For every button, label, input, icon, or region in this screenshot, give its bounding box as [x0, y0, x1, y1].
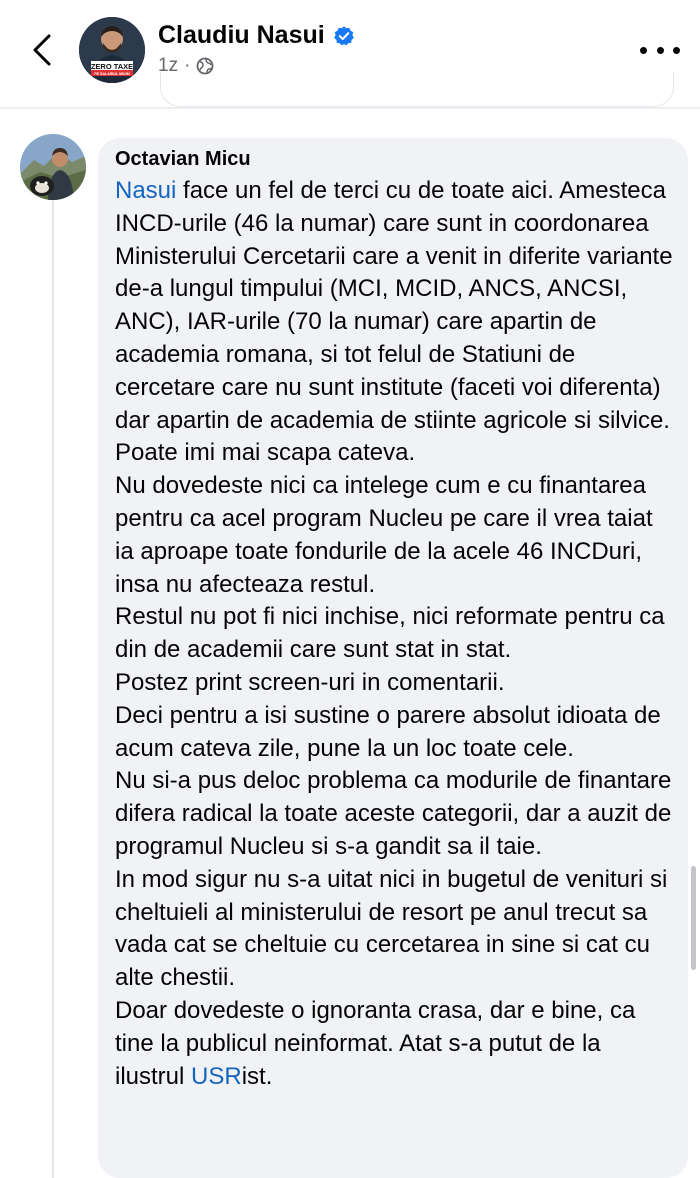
comment-paragraph: Nasui face un fel de terci cu de toate aici. Amesteca INCD-urile (46 la numar) care sunt in coordonarea Ministerului Cercetarii care a venit in diferite variante de-a lungul timpului (MCI, MCID, ANCS, ANCSI, ANC), IAR-urile (70 la numar) care apartin de academia romana, si tot felul de Statiuni de cercetare care nu sunt institute (faceti voi diferenta) dar apartin de academia de stiinte agricole si silvice. Poate imi mai scapa cateva. — [115, 177, 673, 467]
comment-paragraph: Nu dovedeste nici ca intelege cum e cu finantarea pentru ca acel program Nucleu pe care il vrea taiat ia aproape toate fondurile de la acele 46 INCDuri, insa nu afecteaza restul. — [115, 472, 653, 598]
thread-line — [52, 200, 54, 1178]
back-button[interactable] — [22, 28, 62, 72]
avatar-badge-line2: PE SALARIUL MINIM — [94, 72, 130, 76]
chevron-left-icon — [32, 33, 52, 67]
avatar-badge-line1: ZERO TAXE — [90, 62, 134, 71]
comment-paragraph: Doar dovedeste o ignoranta crasa, dar e bine, ca tine la publicul neinformat. Atat s-a putut de la ilustrul USRist. — [115, 996, 636, 1090]
page-name-row — [158, 21, 355, 50]
comment-author[interactable]: Octavian Micu — [115, 148, 251, 170]
previous-comment-box-edge — [160, 72, 674, 107]
page-name[interactable]: Claudiu Nasui — [158, 21, 325, 49]
page-avatar[interactable] — [79, 17, 145, 83]
verified-badge-icon — [333, 25, 355, 47]
comment-paragraph: Postez print screen-uri in comentarii. — [115, 668, 505, 696]
more-options-button[interactable] — [640, 38, 680, 62]
commenter-avatar-image — [20, 134, 86, 200]
header-divider — [0, 107, 700, 109]
comment-paragraph: Nu si-a pus deloc problema ca modurile de finantare difera radical la toate aceste categorii, dar a auzit de programul Nucleu si s-a gandit sa il taie. — [115, 767, 672, 860]
mention-link[interactable]: Nasui — [115, 177, 177, 204]
more-dot-icon — [657, 47, 664, 54]
more-dot-icon — [640, 47, 647, 54]
scrollbar-thumb[interactable] — [691, 866, 696, 970]
page-avatar-image — [79, 17, 145, 83]
comment-paragraph: Restul nu pot fi nici inchise, nici reformate pentru ca din de academii care sunt stat in stat. — [115, 603, 665, 664]
post-header — [0, 0, 700, 100]
post-time[interactable]: 1z — [158, 55, 179, 76]
comment-paragraph: Deci pentru a isi sustine o parere absolut idioata de acum cateva zile, pune la un loc toate cele. — [115, 701, 661, 762]
comment-text — [115, 175, 675, 1093]
more-dot-icon — [673, 47, 680, 54]
commenter-avatar[interactable] — [20, 134, 86, 200]
comment-paragraph: In mod sigur nu s-a uitat nici in bugetul de venituri si cheltuieli al ministerului de resort pe anul trecut sa vada cat se cheltuie cu cercetarea in sine si cat cu alte chestii. — [115, 865, 668, 992]
mention-link[interactable]: USR — [191, 1062, 242, 1090]
dot-separator: · — [184, 55, 191, 76]
